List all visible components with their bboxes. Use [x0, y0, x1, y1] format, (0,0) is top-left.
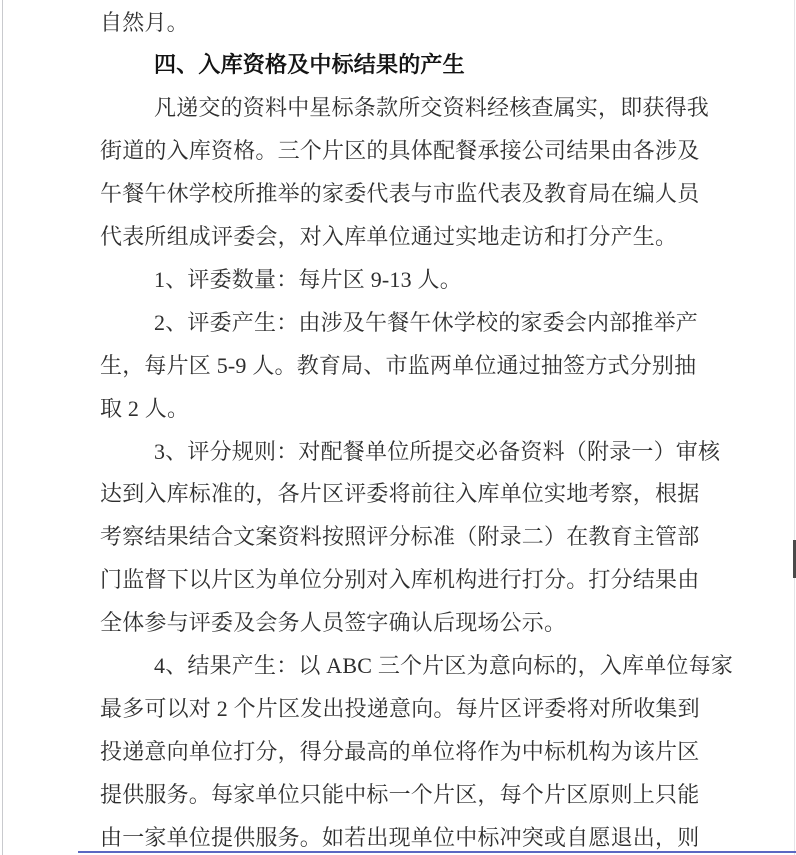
text-line: 午餐午休学校所推举的家委代表与市监代表及教育局在编人员: [100, 181, 700, 207]
text-line: 最多可以对 2 个片区发出投递意向。每片区评委将对所收集到: [100, 696, 700, 721]
text-line: 街道的入库资格。三个片区的具体配餐承接公司结果由各涉及: [100, 138, 700, 164]
text-line: 自然月。: [100, 9, 189, 35]
text-line: 取 2 人。: [100, 395, 190, 421]
text-line: 考察结果结合文案资料按照评分标准（附录二）在教育主管部: [100, 524, 700, 550]
text-line: 代表所组成评委会，对入库单位通过实地走访和打分产生。: [100, 224, 678, 250]
text-line: 投递意向单位打分，得分最高的单位将作为中标机构为该片区: [100, 738, 700, 764]
page-right-border: [794, 0, 795, 855]
text-line: 达到入库标准的，各片区评委将前往入库单位实地考察，根据: [100, 481, 700, 507]
page-left-border: [2, 0, 3, 855]
text-line: 凡递交的资料中星标条款所交资料经核查属实，即获得我: [154, 95, 710, 121]
text-line: 生，每片区 5-9 人。教育局、市监两单位通过抽签方式分别抽: [100, 352, 697, 378]
text-line: 由一家单位提供服务。如若出现单位中标冲突或自愿退出，则: [100, 824, 700, 850]
text-line: 1、评委数量：每片区 9-13 人。: [154, 266, 462, 292]
text-line: 门监督下以片区为单位分别对入库机构进行打分。打分结果由: [100, 567, 700, 593]
text-line: 3、评分规则：对配餐单位所提交必备资料（附录一）审核: [154, 438, 721, 464]
section-heading: 四、入库资格及中标结果的产生: [154, 52, 465, 78]
text-line: 2、评委产生：由涉及午餐午休学校的家委会内部推举产: [154, 309, 699, 335]
text-line: 4、结果产生：以 ABC 三个片区为意向标的，入库单位每家: [154, 653, 734, 679]
document-body: [100, 2, 734, 855]
text-line: 全体参与评委及会务人员签字确认后现场公示。: [100, 610, 567, 636]
text-line: 提供服务。每家单位只能中标一个片区，每个片区原则上只能: [100, 781, 700, 807]
